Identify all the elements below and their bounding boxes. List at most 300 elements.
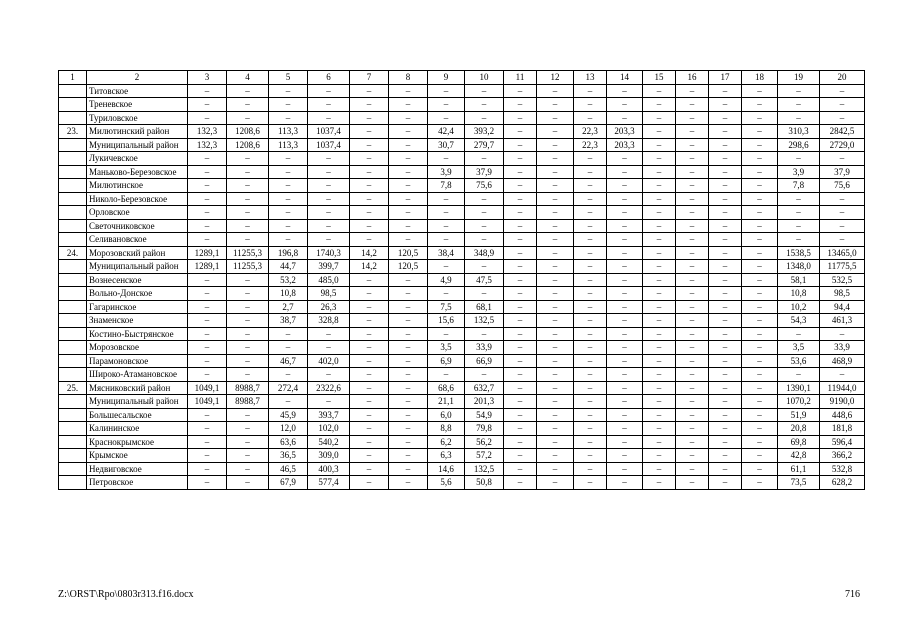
value-cell: 15,6 <box>428 314 465 328</box>
row-number-cell <box>59 354 87 368</box>
value-cell: – <box>537 449 574 463</box>
value-cell: – <box>574 476 607 490</box>
table-row <box>59 422 865 436</box>
value-cell: – <box>504 233 537 247</box>
value-cell: – <box>709 219 742 233</box>
value-cell: – <box>269 341 308 355</box>
value-cell: 6,2 <box>428 435 465 449</box>
value-cell: – <box>676 192 709 206</box>
value-cell: – <box>389 449 428 463</box>
table-row <box>59 273 865 287</box>
value-cell: – <box>504 381 537 395</box>
value-cell: – <box>574 449 607 463</box>
table-row <box>59 354 865 368</box>
value-cell: – <box>709 314 742 328</box>
value-cell: – <box>643 408 676 422</box>
value-cell: – <box>389 152 428 166</box>
value-cell: 30,7 <box>428 138 465 152</box>
table-row <box>59 192 865 206</box>
value-cell: – <box>676 408 709 422</box>
name-cell: Орловское <box>87 206 188 220</box>
value-cell: – <box>308 179 350 193</box>
value-cell: – <box>227 98 269 112</box>
value-cell: 1538,5 <box>778 246 820 260</box>
value-cell: – <box>389 273 428 287</box>
value-cell: – <box>709 395 742 409</box>
value-cell: – <box>308 152 350 166</box>
value-cell: 203,3 <box>607 138 643 152</box>
value-cell: – <box>643 327 676 341</box>
name-cell: Парамоновское <box>87 354 188 368</box>
name-cell: Широко-Атамановское <box>87 368 188 382</box>
value-cell: 113,3 <box>269 138 308 152</box>
name-cell: Крымское <box>87 449 188 463</box>
value-cell: – <box>709 422 742 436</box>
value-cell: – <box>428 84 465 98</box>
value-cell: 22,3 <box>574 138 607 152</box>
table-row <box>59 381 865 395</box>
value-cell: 46,7 <box>269 354 308 368</box>
value-cell: – <box>227 408 269 422</box>
row-number-cell <box>59 314 87 328</box>
value-cell: – <box>537 368 574 382</box>
value-cell: – <box>709 206 742 220</box>
value-cell: 11944,0 <box>820 381 865 395</box>
value-cell: – <box>465 111 504 125</box>
value-cell: – <box>574 314 607 328</box>
value-cell: – <box>428 98 465 112</box>
value-cell: – <box>350 368 389 382</box>
value-cell: – <box>537 314 574 328</box>
value-cell: 120,5 <box>389 260 428 274</box>
table-row <box>59 408 865 422</box>
value-cell: – <box>607 341 643 355</box>
column-header: 12 <box>537 71 574 85</box>
value-cell: – <box>389 219 428 233</box>
value-cell: – <box>643 462 676 476</box>
value-cell: – <box>389 138 428 152</box>
value-cell: – <box>574 341 607 355</box>
value-cell: – <box>676 219 709 233</box>
row-number-cell <box>59 435 87 449</box>
value-cell: 38,7 <box>269 314 308 328</box>
value-cell: – <box>465 260 504 274</box>
value-cell: 26,3 <box>308 300 350 314</box>
value-cell: – <box>350 435 389 449</box>
name-cell: Петровское <box>87 476 188 490</box>
value-cell: – <box>188 314 227 328</box>
name-cell: Большесальское <box>87 408 188 422</box>
value-cell: – <box>428 287 465 301</box>
value-cell: 79,8 <box>465 422 504 436</box>
value-cell: – <box>709 368 742 382</box>
page-number: 716 <box>845 589 860 600</box>
value-cell: – <box>465 98 504 112</box>
value-cell: – <box>465 327 504 341</box>
value-cell: 132,5 <box>465 314 504 328</box>
value-cell: 7,8 <box>778 179 820 193</box>
value-cell: – <box>537 300 574 314</box>
column-header: 3 <box>188 71 227 85</box>
row-number-cell <box>59 206 87 220</box>
row-number-cell <box>59 327 87 341</box>
row-number-cell <box>59 98 87 112</box>
value-cell: – <box>742 381 778 395</box>
value-cell: – <box>227 233 269 247</box>
value-cell: – <box>188 219 227 233</box>
value-cell: – <box>607 422 643 436</box>
table-row <box>59 179 865 193</box>
value-cell: – <box>709 98 742 112</box>
row-number-cell <box>59 273 87 287</box>
value-cell: – <box>607 354 643 368</box>
value-cell: – <box>537 354 574 368</box>
value-cell: – <box>269 192 308 206</box>
value-cell: – <box>574 206 607 220</box>
value-cell: 5,6 <box>428 476 465 490</box>
value-cell: – <box>350 125 389 139</box>
value-cell: – <box>820 206 865 220</box>
column-header: 18 <box>742 71 778 85</box>
value-cell: – <box>188 84 227 98</box>
value-cell: 7,5 <box>428 300 465 314</box>
value-cell: – <box>350 422 389 436</box>
value-cell: – <box>269 327 308 341</box>
value-cell: – <box>504 462 537 476</box>
table-row <box>59 449 865 463</box>
value-cell: – <box>742 125 778 139</box>
value-cell: – <box>227 300 269 314</box>
value-cell: – <box>465 368 504 382</box>
name-cell: Морозовское <box>87 341 188 355</box>
value-cell: – <box>742 192 778 206</box>
column-header: 8 <box>389 71 428 85</box>
value-cell: 113,3 <box>269 125 308 139</box>
value-cell: – <box>574 111 607 125</box>
value-cell: 1037,4 <box>308 125 350 139</box>
value-cell: 1208,6 <box>227 138 269 152</box>
value-cell: – <box>188 273 227 287</box>
value-cell: – <box>607 233 643 247</box>
value-cell: – <box>778 327 820 341</box>
value-cell: – <box>188 206 227 220</box>
table-row <box>59 233 865 247</box>
value-cell: – <box>574 192 607 206</box>
value-cell: – <box>227 449 269 463</box>
value-cell: – <box>227 206 269 220</box>
table-row <box>59 314 865 328</box>
value-cell: – <box>504 219 537 233</box>
value-cell: – <box>742 233 778 247</box>
value-cell: – <box>269 111 308 125</box>
value-cell: – <box>676 462 709 476</box>
value-cell: – <box>537 476 574 490</box>
table-row <box>59 206 865 220</box>
value-cell: – <box>389 476 428 490</box>
value-cell: – <box>227 192 269 206</box>
name-cell: Светочниковское <box>87 219 188 233</box>
value-cell: – <box>269 368 308 382</box>
value-cell: – <box>227 287 269 301</box>
value-cell: – <box>308 341 350 355</box>
value-cell: – <box>742 219 778 233</box>
value-cell: – <box>350 192 389 206</box>
value-cell: – <box>537 165 574 179</box>
value-cell: – <box>269 152 308 166</box>
value-cell: – <box>504 354 537 368</box>
value-cell: – <box>643 246 676 260</box>
value-cell: – <box>188 192 227 206</box>
value-cell: – <box>676 368 709 382</box>
value-cell: – <box>188 165 227 179</box>
value-cell: – <box>389 327 428 341</box>
value-cell: – <box>428 233 465 247</box>
row-number-cell <box>59 287 87 301</box>
value-cell: – <box>742 152 778 166</box>
value-cell: 279,7 <box>465 138 504 152</box>
value-cell: 399,7 <box>308 260 350 274</box>
value-cell: – <box>820 152 865 166</box>
value-cell: – <box>188 354 227 368</box>
table-row <box>59 125 865 139</box>
value-cell: – <box>308 327 350 341</box>
value-cell: 75,6 <box>820 179 865 193</box>
value-cell: – <box>742 341 778 355</box>
value-cell: – <box>742 408 778 422</box>
value-cell: – <box>820 233 865 247</box>
row-number-cell <box>59 422 87 436</box>
value-cell: – <box>389 314 428 328</box>
value-cell: – <box>643 260 676 274</box>
value-cell: – <box>389 165 428 179</box>
value-cell: – <box>350 179 389 193</box>
value-cell: – <box>709 408 742 422</box>
value-cell: – <box>574 287 607 301</box>
value-cell: 628,2 <box>820 476 865 490</box>
value-cell: 37,9 <box>465 165 504 179</box>
value-cell: 632,7 <box>465 381 504 395</box>
value-cell: 8,8 <box>428 422 465 436</box>
value-cell: – <box>709 233 742 247</box>
value-cell: – <box>308 233 350 247</box>
value-cell: 132,5 <box>465 462 504 476</box>
value-cell: – <box>504 84 537 98</box>
value-cell: 328,8 <box>308 314 350 328</box>
value-cell: – <box>504 111 537 125</box>
value-cell: – <box>742 179 778 193</box>
value-cell: 402,0 <box>308 354 350 368</box>
value-cell: 68,6 <box>428 381 465 395</box>
value-cell: – <box>188 435 227 449</box>
name-cell: Треневское <box>87 98 188 112</box>
value-cell: – <box>742 84 778 98</box>
value-cell: 201,3 <box>465 395 504 409</box>
value-cell: – <box>308 111 350 125</box>
value-cell: – <box>504 341 537 355</box>
value-cell: 1037,4 <box>308 138 350 152</box>
value-cell: – <box>269 233 308 247</box>
value-cell: – <box>643 138 676 152</box>
value-cell: – <box>537 179 574 193</box>
value-cell: – <box>308 368 350 382</box>
value-cell: 54,3 <box>778 314 820 328</box>
name-cell: Костино-Быстрянское <box>87 327 188 341</box>
value-cell: – <box>269 98 308 112</box>
value-cell: – <box>504 165 537 179</box>
value-cell: – <box>742 354 778 368</box>
value-cell: – <box>465 192 504 206</box>
value-cell: – <box>742 111 778 125</box>
row-number-cell <box>59 449 87 463</box>
value-cell: 13465,0 <box>820 246 865 260</box>
column-header: 19 <box>778 71 820 85</box>
value-cell: – <box>350 165 389 179</box>
value-cell: – <box>188 287 227 301</box>
value-cell: 6,3 <box>428 449 465 463</box>
value-cell: – <box>709 192 742 206</box>
value-cell: 532,5 <box>820 273 865 287</box>
row-number-cell <box>59 138 87 152</box>
row-number-cell <box>59 233 87 247</box>
value-cell: 532,8 <box>820 462 865 476</box>
value-cell: – <box>227 152 269 166</box>
value-cell: – <box>574 462 607 476</box>
column-header: 2 <box>87 71 188 85</box>
value-cell: – <box>742 476 778 490</box>
value-cell: – <box>504 476 537 490</box>
value-cell: 61,1 <box>778 462 820 476</box>
value-cell: – <box>188 449 227 463</box>
value-cell: – <box>643 368 676 382</box>
value-cell: – <box>676 260 709 274</box>
value-cell: – <box>537 138 574 152</box>
value-cell: 132,3 <box>188 125 227 139</box>
value-cell: – <box>607 111 643 125</box>
value-cell: – <box>389 422 428 436</box>
value-cell: – <box>465 84 504 98</box>
value-cell: – <box>709 435 742 449</box>
value-cell: – <box>607 476 643 490</box>
value-cell: – <box>227 314 269 328</box>
value-cell: – <box>607 408 643 422</box>
value-cell: – <box>676 206 709 220</box>
value-cell: – <box>537 381 574 395</box>
value-cell: – <box>676 111 709 125</box>
value-cell: – <box>227 219 269 233</box>
value-cell: – <box>709 287 742 301</box>
value-cell: – <box>537 98 574 112</box>
value-cell: – <box>676 422 709 436</box>
value-cell: 1049,1 <box>188 395 227 409</box>
name-cell: Селивановское <box>87 233 188 247</box>
value-cell: – <box>643 314 676 328</box>
value-cell: – <box>537 422 574 436</box>
value-cell: – <box>820 368 865 382</box>
value-cell: – <box>709 476 742 490</box>
value-cell: – <box>308 206 350 220</box>
value-cell: 8988,7 <box>227 395 269 409</box>
value-cell: – <box>709 462 742 476</box>
value-cell: – <box>607 260 643 274</box>
value-cell: – <box>389 300 428 314</box>
value-cell: – <box>607 192 643 206</box>
value-cell: – <box>574 165 607 179</box>
column-header: 17 <box>709 71 742 85</box>
row-number-cell <box>59 84 87 98</box>
value-cell: 73,5 <box>778 476 820 490</box>
column-header: 5 <box>269 71 308 85</box>
value-cell: – <box>643 422 676 436</box>
value-cell: – <box>537 273 574 287</box>
name-cell: Краснокрымское <box>87 435 188 449</box>
value-cell: – <box>428 206 465 220</box>
table-row <box>59 476 865 490</box>
value-cell: – <box>574 152 607 166</box>
value-cell: 203,3 <box>607 125 643 139</box>
value-cell: – <box>676 179 709 193</box>
value-cell: – <box>188 111 227 125</box>
value-cell: – <box>227 327 269 341</box>
value-cell: – <box>643 152 676 166</box>
value-cell: – <box>742 273 778 287</box>
value-cell: 67,9 <box>269 476 308 490</box>
value-cell: – <box>820 327 865 341</box>
name-cell: Муниципальный район <box>87 138 188 152</box>
value-cell: – <box>742 395 778 409</box>
value-cell: – <box>676 152 709 166</box>
value-cell: – <box>574 219 607 233</box>
table-row <box>59 462 865 476</box>
value-cell: – <box>709 449 742 463</box>
value-cell: – <box>389 435 428 449</box>
name-cell: Муниципальный район <box>87 260 188 274</box>
table-row <box>59 287 865 301</box>
value-cell: 1208,6 <box>227 125 269 139</box>
row-number-cell <box>59 179 87 193</box>
value-cell: – <box>709 138 742 152</box>
value-cell: – <box>227 111 269 125</box>
value-cell: – <box>537 206 574 220</box>
value-cell: 298,6 <box>778 138 820 152</box>
value-cell: 45,9 <box>269 408 308 422</box>
value-cell: 46,5 <box>269 462 308 476</box>
value-cell: – <box>227 476 269 490</box>
column-header: 20 <box>820 71 865 85</box>
row-number-cell: 24. <box>59 246 87 260</box>
value-cell: – <box>676 341 709 355</box>
value-cell: 196,8 <box>269 246 308 260</box>
value-cell: – <box>350 84 389 98</box>
value-cell: – <box>537 287 574 301</box>
value-cell: – <box>537 111 574 125</box>
name-cell: Лукичевское <box>87 152 188 166</box>
value-cell: – <box>607 395 643 409</box>
value-cell: – <box>269 165 308 179</box>
value-cell: 102,0 <box>308 422 350 436</box>
value-cell: – <box>607 314 643 328</box>
value-cell: 3,5 <box>778 341 820 355</box>
value-cell: – <box>709 341 742 355</box>
value-cell: 1348,0 <box>778 260 820 274</box>
value-cell: – <box>574 98 607 112</box>
value-cell: – <box>537 192 574 206</box>
value-cell: 6,0 <box>428 408 465 422</box>
value-cell: – <box>428 219 465 233</box>
value-cell: – <box>643 381 676 395</box>
table-row <box>59 84 865 98</box>
value-cell: – <box>676 84 709 98</box>
value-cell: 66,9 <box>465 354 504 368</box>
